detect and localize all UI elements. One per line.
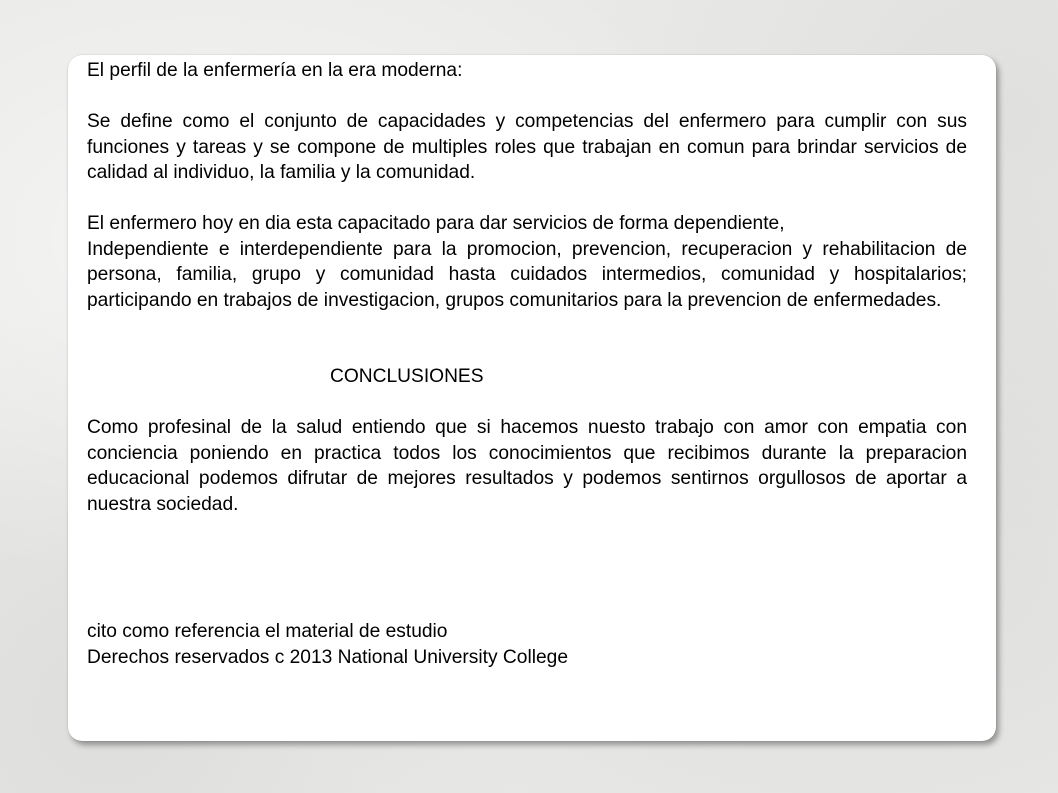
reference-line: cito como referencia el material de estudio <box>87 621 448 642</box>
definition-paragraph: Se define como el conjunto de capacidades y competencias del enfermero para cumplir con sus funciones y tareas y se compone de multiples roles que trabajan en comun para brindar servicios de calidad al individuo, la familia y la comunidad. <box>87 111 967 183</box>
copyright-line: Derechos reservados c 2013 National University College <box>87 646 568 668</box>
roles-paragraph: Independiente e interdependiente para la promocion, prevencion, recuperacion y rehabilitacion de persona, familia, grupo y comunidad hasta cuidados intermedios, comunidad y hospitalarios; participando en trabajos de investigacion, grupos comunitarios para la prevencion de enfermedades. <box>87 238 967 311</box>
roles-paragraph-first-line: El enfermero hoy en dia esta capacitado para dar servicios de forma dependiente, <box>87 213 785 234</box>
conclusion-paragraph: Como profesinal de la salud entiendo que si hacemos nuesto trabajo con amor con empatia con conciencia poniendo en practica todos los conocimientos que recibimos durante la preparacion educacional podemos difrutar de mejores resultados y podemos sentirnos orgullosos de aportar a nuestra sociedad. <box>87 417 967 515</box>
conclusions-heading: CONCLUSIONES <box>330 366 484 387</box>
slide-text-area <box>87 58 967 670</box>
slide-title: El perfil de la enfermería en la era moderna: <box>87 60 463 81</box>
